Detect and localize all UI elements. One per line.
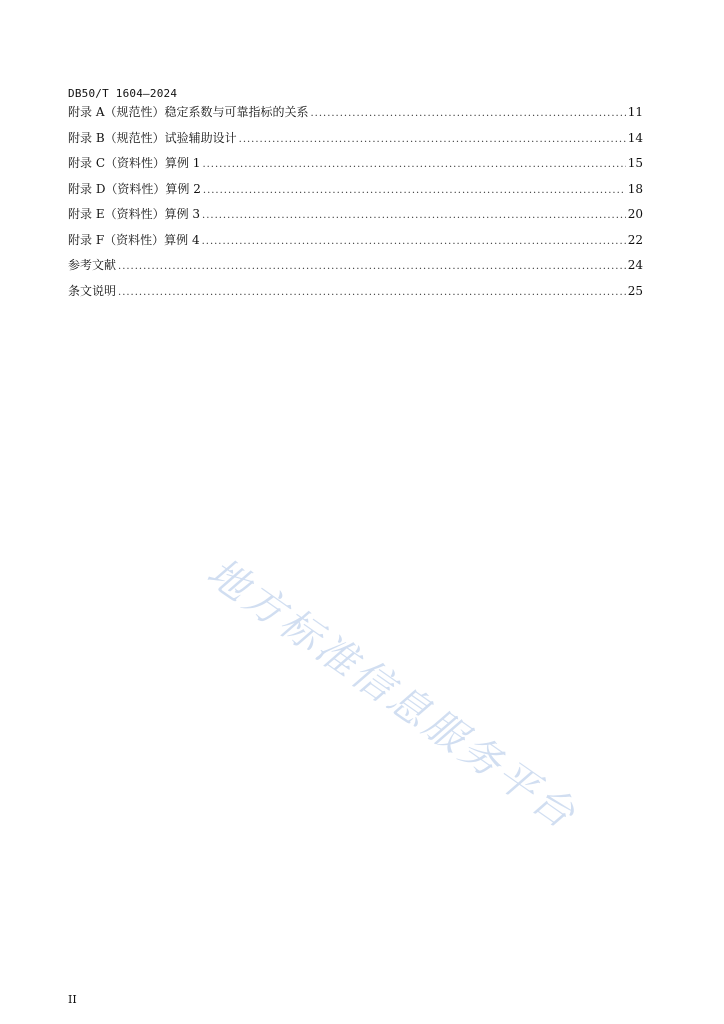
toc-dot-leader — [239, 131, 626, 149]
document-code: DB50/T 1604—2024 — [68, 87, 178, 100]
toc-entry-label: 附录 B（规范性）试验辅助设计 — [68, 130, 237, 145]
toc-entry-label: 附录 A（规范性）稳定系数与可靠指标的关系 — [68, 105, 309, 119]
toc-entry-label: 附录 D（资料性）算例 2 — [68, 181, 201, 196]
toc-entry-appendix-d[interactable] — [68, 180, 643, 206]
toc-entry-page: 20 — [627, 207, 643, 221]
page-number: II — [68, 993, 77, 1006]
toc-entry-page: 24 — [627, 258, 643, 272]
toc-entry-references[interactable] — [68, 256, 643, 282]
toc-dot-leader — [202, 207, 626, 225]
toc-entry-appendix-b[interactable] — [68, 129, 643, 155]
toc-entry-page: 14 — [627, 130, 643, 145]
toc-entry-label: 附录 C（资料性）算例 1 — [68, 156, 201, 170]
toc-entry-label: 附录 E（资料性）算例 3 — [68, 207, 201, 221]
toc-entry-page: 25 — [627, 283, 643, 298]
toc-entry-appendix-a[interactable] — [68, 103, 643, 129]
toc-entry-appendix-e[interactable] — [68, 205, 643, 231]
toc-entry-page: 18 — [627, 181, 643, 196]
toc-entry-label: 参考文献 — [68, 258, 117, 272]
toc-entry-appendix-c[interactable] — [68, 154, 643, 180]
table-of-contents — [68, 103, 643, 307]
toc-dot-leader — [203, 182, 626, 200]
toc-entry-page: 11 — [627, 105, 643, 119]
toc-dot-leader — [118, 258, 626, 276]
toc-dot-leader — [310, 105, 625, 123]
toc-dot-leader — [118, 284, 626, 302]
toc-entry-clause-explanation[interactable] — [68, 282, 643, 308]
toc-entry-page: 22 — [627, 232, 643, 247]
toc-entry-page: 15 — [627, 156, 643, 170]
toc-entry-appendix-f[interactable] — [68, 231, 643, 257]
toc-dot-leader — [202, 233, 626, 251]
toc-entry-label: 附录 F（资料性）算例 4 — [68, 232, 200, 247]
toc-entry-label: 条文说明 — [68, 283, 117, 298]
watermark: 地方标准信息服务平台 — [198, 549, 586, 840]
toc-dot-leader — [202, 156, 625, 174]
